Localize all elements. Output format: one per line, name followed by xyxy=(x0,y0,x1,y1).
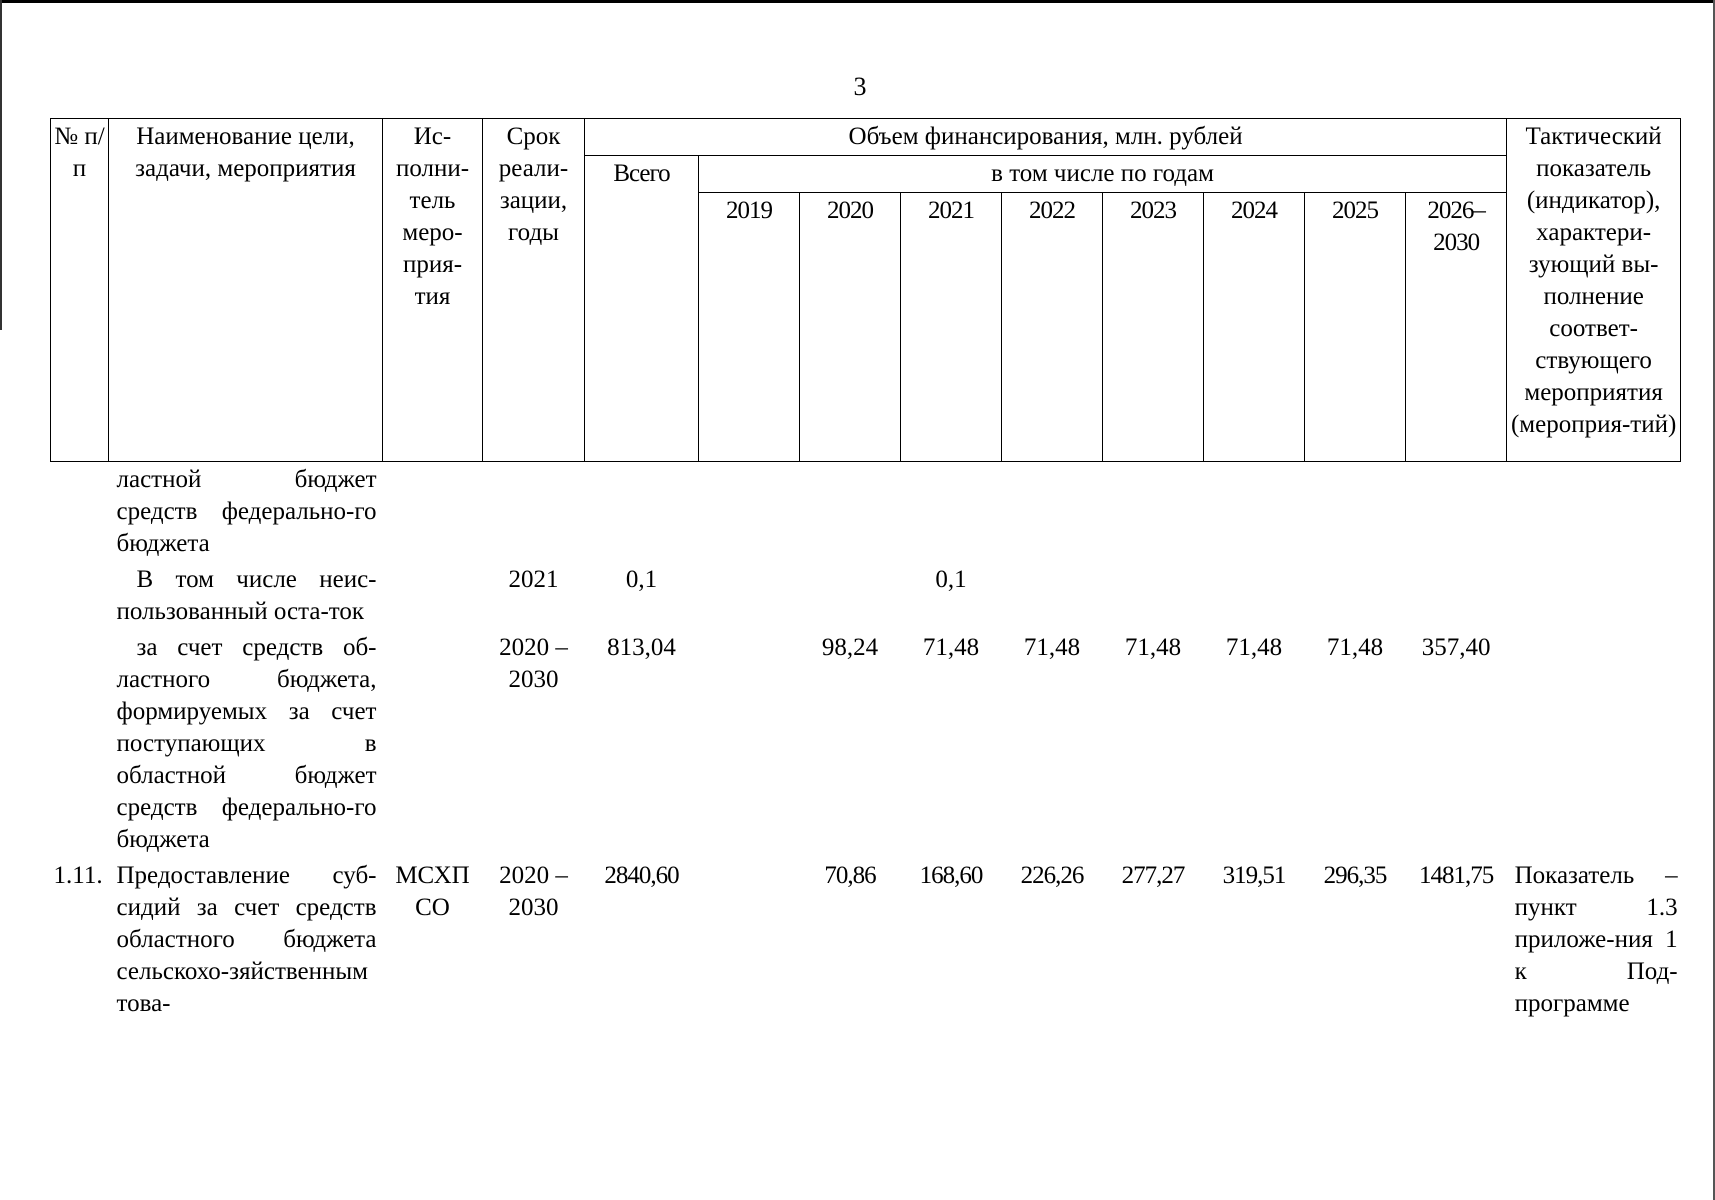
row-num: 1.11. xyxy=(53,862,103,889)
row-value xyxy=(1406,562,1507,630)
header-financing: Объем финансирования, млн. рублей xyxy=(585,119,1507,156)
row-value: 357,40 xyxy=(1421,634,1491,661)
row-value xyxy=(1204,562,1305,630)
header-name: Наименование цели, задачи, мероприятия xyxy=(109,119,383,462)
row-value: 277,27 xyxy=(1121,862,1185,889)
row-num xyxy=(51,562,109,630)
header-year: 2026–2030 xyxy=(1406,193,1507,462)
page-top-border xyxy=(0,0,1715,3)
row-value: 71,48 xyxy=(1124,634,1182,661)
row-indicator: Показатель – пункт 1.3 приложе-ния 1 к Под-программе xyxy=(1514,862,1678,1017)
header-total: Всего xyxy=(585,156,699,462)
row-value: 226,26 xyxy=(1020,862,1084,889)
row-name: В том числе неис-пользованный оста-ток xyxy=(116,566,377,625)
header-year: 2025 xyxy=(1305,193,1406,462)
row-indicator xyxy=(1507,630,1681,858)
row-num xyxy=(51,462,109,563)
header-year: 2020 xyxy=(800,193,901,462)
row-value: 70,86 xyxy=(824,862,876,889)
header-year: 2024 xyxy=(1204,193,1305,462)
row-num xyxy=(51,630,109,858)
row-name: Предоставление суб-сидий за счет средств областного бюджета сельскохо-зяйственным това- xyxy=(116,862,377,1017)
row-indicator xyxy=(1507,462,1681,563)
header-by-years: в том числе по годам xyxy=(699,156,1507,193)
row-term: 2021 xyxy=(508,566,559,593)
financing-table xyxy=(50,118,1681,1022)
row-value xyxy=(1002,562,1103,630)
header-indicator: Тактический показатель (индикатор), характери-зующий вы-полнение соответ-ствующего мероприятия (мероприя-тий) xyxy=(1507,119,1681,462)
row-value xyxy=(800,462,901,563)
row-value xyxy=(1002,462,1103,563)
header-year: 2019 xyxy=(699,193,800,462)
row-value xyxy=(1406,462,1507,563)
row-executor xyxy=(383,562,483,630)
row-value xyxy=(901,462,1002,563)
header-term: Срок реали-зации, годы xyxy=(483,119,585,462)
page-left-border xyxy=(0,0,2,330)
row-executor xyxy=(383,630,483,858)
row-indicator xyxy=(1507,562,1681,630)
header-executor: Ис-полни-тель меро-прия-тия xyxy=(383,119,483,462)
header-num: № п/п xyxy=(51,119,109,462)
row-value xyxy=(1103,562,1204,630)
table-row xyxy=(51,630,1681,858)
table-header xyxy=(51,119,1681,462)
row-value xyxy=(1305,462,1406,563)
row-value: 71,48 xyxy=(1225,634,1283,661)
row-term xyxy=(483,462,585,563)
row-value: 71,48 xyxy=(1326,634,1384,661)
row-value: 319,51 xyxy=(1222,862,1286,889)
row-total: 2840,60 xyxy=(604,862,679,889)
row-name: ластной бюджет средств федерально-го бюджета xyxy=(116,466,377,557)
row-executor: МСХП СО xyxy=(395,862,470,921)
page-number: 3 xyxy=(853,72,867,101)
row-value xyxy=(1103,462,1204,563)
row-value: 71,48 xyxy=(922,634,980,661)
row-value: 71,48 xyxy=(1023,634,1081,661)
row-value xyxy=(699,630,800,858)
table-row xyxy=(51,562,1681,630)
row-name: за счет средств об-ластного бюджета, формируемых за счет поступающих в областной бюджет средств федерально-го бюджета xyxy=(116,634,377,853)
row-total: 0,1 xyxy=(625,566,658,593)
row-value: 168,60 xyxy=(919,862,983,889)
row-value xyxy=(1204,462,1305,563)
header-year: 2023 xyxy=(1103,193,1204,462)
row-value: 1481,75 xyxy=(1418,862,1494,889)
table-row xyxy=(51,858,1681,1022)
row-total xyxy=(585,462,699,563)
row-value: 98,24 xyxy=(821,634,879,661)
header-year: 2022 xyxy=(1002,193,1103,462)
row-term: 2020 – 2030 xyxy=(499,634,568,693)
row-term: 2020 – 2030 xyxy=(499,862,568,921)
row-value xyxy=(699,858,800,1022)
row-value xyxy=(699,562,800,630)
row-executor xyxy=(383,462,483,563)
row-value xyxy=(699,462,800,563)
table-body xyxy=(51,462,1681,1023)
row-value xyxy=(800,562,901,630)
row-value xyxy=(1305,562,1406,630)
row-value: 296,35 xyxy=(1323,862,1387,889)
header-year: 2021 xyxy=(901,193,1002,462)
table-row xyxy=(51,462,1681,563)
row-total: 813,04 xyxy=(607,634,676,661)
row-value: 0,1 xyxy=(935,566,967,593)
